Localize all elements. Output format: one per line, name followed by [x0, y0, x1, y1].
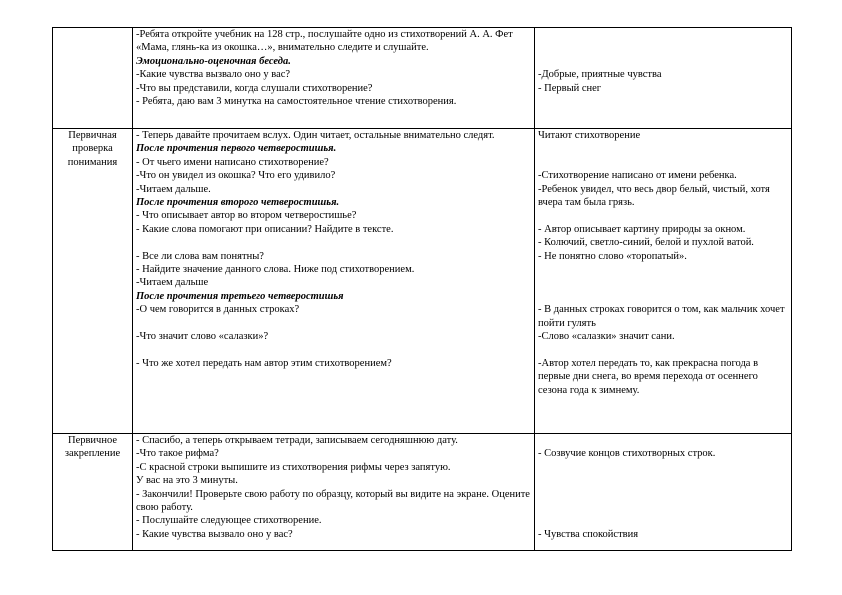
teacher-line: - От чьего имени написано стихотворение?: [136, 156, 329, 168]
teacher-line: -Какие чувства вызвало оно у вас?: [136, 69, 291, 81]
teacher-line: -Что вы представили, когда слушали стихотворение?: [136, 82, 373, 94]
teacher-line: -Что он увидел из окошка? Что его удивило?: [136, 170, 336, 182]
teacher-line: У вас на это 3 минуты.: [136, 475, 238, 487]
teacher-line: -Что значит слово «салазки»?: [136, 331, 269, 343]
stage-cell: [53, 28, 133, 129]
teacher-line: - Какие слова помогают при описании? Найдите в тексте.: [136, 223, 394, 235]
teacher-line: - Что же хотел передать нам автор этим стихотворением?: [136, 357, 392, 369]
teacher-line: - Какие чувства вызвало оно у вас?: [136, 528, 293, 540]
teacher-subheading: Эмоционально-оценочная беседа.: [136, 55, 291, 67]
teacher-line: -Что такое рифма?: [136, 448, 219, 460]
student-answer: - Автор описывает картину природы за окном.: [538, 223, 746, 235]
teacher-subheading: После прочтения первого четверостишья.: [136, 143, 337, 155]
student-answer: - Первый снег: [538, 82, 602, 94]
student-answer: Читают стихотворение: [538, 130, 641, 141]
student-answer: - Чувства спокойствия: [538, 528, 639, 540]
teacher-line: -Читаем дальше.: [136, 183, 211, 195]
student-answer: - В данных строках говорится о том, как мальчик хочет пойти гулять: [538, 304, 785, 329]
teacher-line: - Что описывает автор во втором четверостишье?: [136, 210, 357, 222]
student-answer: - Колючий, светло-синий, белой и пухлой ватой.: [538, 237, 754, 249]
teacher-line: - Закончили! Проверьте свою работу по образцу, который вы видите на экране. Оцените свою работу.: [136, 488, 530, 514]
teacher-line: - Ребята, даю вам 3 минутка на самостоятельное чтение стихотворения.: [136, 96, 457, 108]
teacher-line: - Теперь давайте прочитаем вслух. Один читает, остальные внимательно следят.: [136, 130, 495, 141]
teacher-line: - Все ли слова вам понятны?: [136, 250, 264, 262]
table-row: [53, 28, 792, 129]
teacher-line: -О чем говорится в данных строках?: [136, 304, 300, 316]
teacher-subheading: После прочтения второго четверостишья.: [136, 197, 340, 209]
student-answer: - Не понятно слово «торопатый».: [538, 250, 687, 262]
teacher-line: - Найдите значение данного слова. Ниже под стихотворением.: [136, 264, 415, 276]
student-answer: -Добрые, приятные чувства: [538, 69, 662, 81]
teacher-cell: [133, 129, 535, 434]
students-cell: [535, 129, 792, 434]
students-cell: [535, 434, 792, 551]
lesson-table: [52, 27, 792, 551]
teacher-line: - Спасибо, а теперь открываем тетради, записываем сегодняшнюю дату.: [136, 435, 458, 446]
teacher-line: -Ребята откройте учебник на 128 стр., послушайте одно из стихотворений А. А. Фет «Мама, глянь-ка из окошка…», внимательно следите и слушайте.: [136, 29, 513, 54]
student-answer: - Созвучие концов стихотворных строк.: [538, 448, 716, 460]
student-answer: -Ребенок увидел, что весь двор белый, чистый, хотя вчера там была грязь.: [538, 183, 770, 209]
student-answer: -Стихотворение написано от имени ребенка.: [538, 170, 737, 182]
teacher-line: -Читаем дальше: [136, 277, 209, 289]
student-answer: -Слово «салазки» значит сани.: [538, 331, 675, 343]
teacher-line: - Послушайте следующее стихотворение.: [136, 515, 322, 527]
table-row: [53, 129, 792, 434]
stage-cell: Первичное закрепление: [53, 434, 133, 551]
teacher-line: -С красной строки выпишите из стихотворения рифмы через запятую.: [136, 461, 451, 473]
student-answer: -Автор хотел передать то, как прекрасна погода в первые дни снега, во время перехода от осеннего сезона года к зимнему.: [538, 357, 759, 396]
stage-cell: Первичная проверка понимания: [53, 129, 133, 434]
teacher-cell: [133, 28, 535, 129]
table-row: [53, 434, 792, 551]
teacher-cell: [133, 434, 535, 551]
students-cell: [535, 28, 792, 129]
teacher-subheading: После прочтения третьего четверостишья: [136, 290, 344, 302]
